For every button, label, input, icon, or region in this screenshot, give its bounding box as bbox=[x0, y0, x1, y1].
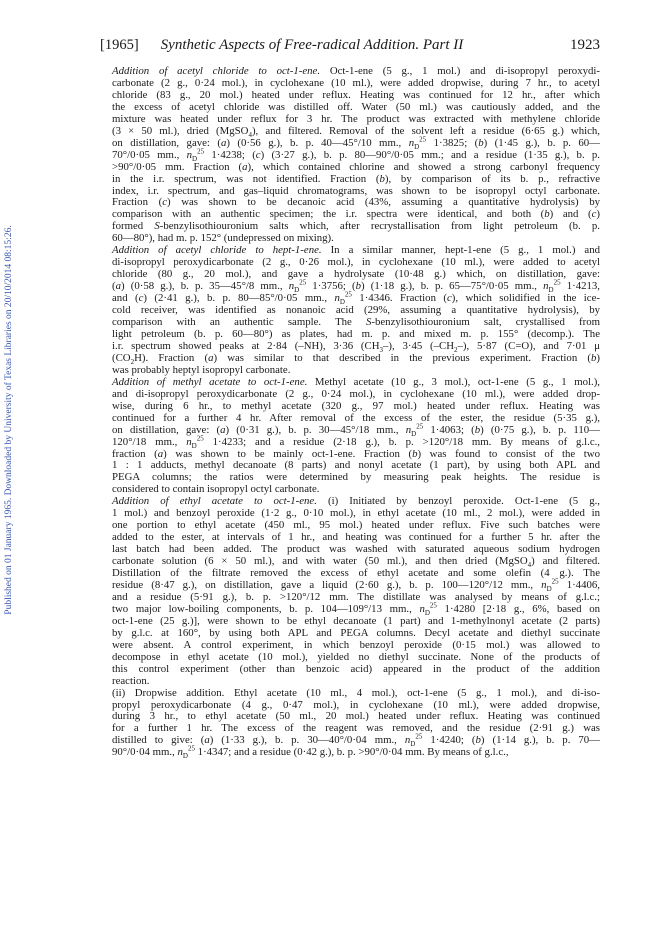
text-line: the excess of acetyl chloride was distilled off. Water (50 ml.) was cautiously added, and the bbox=[112, 100, 600, 113]
text-line: 1 mol.) and benzoyl peroxide (1·2 g., 0·10 mol.), in ethyl acetate (10 ml., 2 mol.), were added in bbox=[112, 507, 600, 520]
text-line: propyl peroxydicarbonate (4 g., 0·47 mol.), in cyclohexane (10 ml.), were added dropwise, bbox=[112, 698, 600, 711]
text-line: (ii) Dropwise addition. Ethyl acetate (10 ml., 4 mol.), oct-1-ene (5 g., 1 mol.), and di-iso- bbox=[112, 686, 600, 699]
paragraph-heading: Addition of ethyl acetate to oct-1-ene. bbox=[112, 495, 317, 508]
text-line: by g.l.c. at 160°, by using both APL and PEGA columns. Decyl acetate and diethyl succinate bbox=[112, 626, 600, 639]
text-line: for a further 1 hr. The excess of the reagent was removed, and the residue (2·91 g.) was bbox=[112, 722, 600, 735]
text-line: residue (8·47 g.), on distillation, gave a liquid (2·60 g.), b. p. 100—120°/12 mm., $n_D^{25}$ 1·4406, bbox=[112, 577, 600, 594]
text-line: formed S-benzylisothiouronium salts which, after recrystallisation from light petroleum (b. p. bbox=[112, 220, 600, 233]
text-line: chloride (83 g., 20 mol.) heated under reflux. Heating was continued for 12 hr., after which bbox=[112, 88, 600, 101]
text-line: carbonate solution (6 × 50 ml.), and with water (50 ml.), and then dried (MgSO$_4$) and filtered. bbox=[112, 555, 600, 570]
paragraph-methyl-acetate-octene bbox=[100, 377, 600, 497]
text-line: on distillation, gave: (a) (0·56 g.), b. p. 40—45°/10 mm., $n_D^{25}$ 1·3825; (b) (1·45 g.), b. p. 60— bbox=[112, 135, 600, 151]
text-line: and di-isopropyl peroxydicarbonate (2 g., 0·24 mol.), in cyclohexane (10 ml.), were added drop- bbox=[112, 387, 600, 400]
text-line: 120°/18 mm., $n_D^{25}$ 1·4233; and a residue (2·18 g.), b. p. >120°/18 mm. By means of g.l.c., bbox=[112, 433, 601, 450]
text-line: on distillation, gave: (a) (0·31 g.), b. p. 30—45°/18 mm., $n_D^{25}$ 1·4063; (b) (0·75 g.), b. p. 110— bbox=[112, 422, 600, 438]
text-line: was probably heptyl isopropyl carbonate. bbox=[112, 363, 291, 376]
text-line: added to the ester, at intervals of 1 hr., and heating was continued for a further 5 hr. after the bbox=[112, 531, 600, 544]
text-line: chloride (80 g., 20 mol.), and gave a hydrolysate (10·48 g.) which, on distillation, gave: bbox=[112, 268, 600, 281]
text-line: Addition of acetyl chloride to hept-1-ene. In a similar manner, hept-1-ene (5 g., 1 mol.) and bbox=[112, 244, 600, 257]
text-line: carbonate (2 g., 0·24 mol.), in cyclohexane (10 ml.), were added dropwise, during 7 hr., to acetyl bbox=[112, 76, 600, 89]
text-line: mixture was heated under reflux for 3 hr. The product was extracted with methylene chloride bbox=[112, 112, 600, 125]
download-watermark-text: Published on 01 January 1965. Downloaded by University of Texas Libraries on 20/10/2014 08:15:26. bbox=[4, 225, 14, 615]
text-line: >90°/0·05 mm. Fraction (a), which contained chlorine and showed a strong carbonyl frequency bbox=[112, 160, 600, 173]
text-line: Addition of ethyl acetate to oct-1-ene. (i) Initiated by benzoyl peroxide. Oct-1-ene (5 g., bbox=[112, 495, 600, 508]
text-line: di-isopropyl peroxydicarbonate (2 g., 0·26 mol.), in cyclohexane (10 ml.), were added to acetyl bbox=[112, 256, 600, 269]
text-line: distilled to give: (a) (1·33 g.), b. p. 30—40°/0·04 mm., $n_D^{25}$ 1·4240; (b) (1·14 g.), b. p. 70— bbox=[112, 732, 600, 749]
text-line: 1 : 1 adducts, methyl decanoate (8 parts) and nonyl acetate (1 part), by using both APL and bbox=[112, 459, 600, 472]
text-line: (a) (0·58 g.), b. p. 35—45°/8 mm., $n_D^{25}$ 1·3756; (b) (1·18 g.), b. p. 65—75°/0·05 mm., $n_D^{25}$ 1·4213, bbox=[112, 278, 600, 295]
header-title: Synthetic Aspects of Free-radical Addition. Part II bbox=[160, 37, 464, 53]
text-line: 60—80°), had m. p. 152° (undepressed on mixing). bbox=[112, 232, 334, 245]
text-line: $(CO_2H)$. Fraction (a) was similar to that described in the previous experiment. Fraction (b) bbox=[112, 351, 600, 367]
text-line: and a residue (5·91 g.), b. p. >120°/12 mm. The distillate was analysed by means of g.l.c.; bbox=[112, 590, 600, 603]
text-line: 90°/0·04 mm., $n_D^{25}$ 1·4347; and a residue (0·42 g.), b. p. >90°/0·04 mm. By means of g.l.c., bbox=[112, 744, 509, 761]
text-line: and (c) (2·41 g.), b. p. 80—85°/0·05 mm., $n_D^{25}$ 1·4346. Fraction (c), which solidified in the ice- bbox=[112, 290, 600, 307]
text-line: (3 × 50 ml.), dried (MgSO$_4$), and filtered. Removal of the solvent left a residue (6·65 g.) which, bbox=[112, 124, 600, 139]
text-line: cold receiver, was identified as nonanoic acid (29%, assuming a quantitative hydrolysis), by bbox=[112, 304, 600, 317]
text-line: last batch had been added. The product was washed with saturated aqueous sodium hydrogen bbox=[112, 543, 600, 556]
text-line: Addition of methyl acetate to oct-1-ene. Methyl acetate (10 g., 3 mol.), oct-1-ene (5 g., 1 mol.), bbox=[112, 375, 600, 388]
text-line: i.r. spectrum showed peaks at 2·84 (–NH), 3·36 $(CH_3-)$, 3·45 $(-CH_2-)$, 5·87 (C=O), and 7·01 μ bbox=[112, 339, 600, 355]
text-line: Addition of acetyl chloride to oct-1-ene. Oct-1-ene (5 g., 1 mol.) and di-isopropyl peroxydi- bbox=[112, 65, 600, 77]
text-line: in the i.r. spectrum, was not identified. Fraction (b), by comparison of its b. p., refractive bbox=[112, 172, 600, 185]
text-line: continued for a further 4 hr. After removal of the excess of the ester, the residue (5·35 g.), bbox=[112, 411, 600, 424]
text-line: during 3 hr., to ethyl acetate (50 ml., 20 mol.) heated under reflux. Heating was continued bbox=[112, 710, 600, 723]
header-year: [1965] bbox=[100, 37, 139, 53]
paragraph-dropwise-addition bbox=[100, 688, 600, 760]
paragraph-heading: Addition of acetyl chloride to oct-1-ene. bbox=[112, 65, 321, 77]
text-line: 70°/0·05 mm., $n_D^{25}$ 1·4238; (c) (3·27 g.), b. p. 80—90°/0·05 mm.; and a residue (1·35 g.), b. p. bbox=[112, 147, 601, 163]
paragraph-acetyl-chloride-octene bbox=[100, 66, 600, 245]
text-line: this control experiment (other than benzoic acid) appeared in the product of the addition bbox=[112, 662, 600, 675]
paragraph-heading: Addition of acetyl chloride to hept-1-ene. bbox=[112, 244, 322, 257]
text-line: reaction. bbox=[112, 674, 150, 687]
paragraph-acetyl-chloride-heptene bbox=[100, 245, 600, 376]
text-line: considered to contain isopropyl octyl carbonate. bbox=[112, 483, 320, 496]
text-line: comparison with an authentic sample. The S-benzylisothiouronium salt, crystallised from bbox=[112, 316, 600, 329]
text-line: PEGA columns; the ratios were determined by measuring peak heights. The residue is bbox=[112, 471, 600, 484]
text-line: fraction (a) was shown to be mainly oct-1-ene. Fraction (b) was found to consist of the two bbox=[112, 447, 600, 460]
text-line: comparison with an authentic specimen; the i.r. spectra were identical, and both (b) and (c) bbox=[112, 208, 600, 221]
text-line: index, i.r. spectrum, and gas–liquid chromatograms, was shown to be isopropyl octyl carbonate. bbox=[112, 184, 600, 197]
text-line: two major low-boiling components, b. p. 104—109°/13 mm., $n_D^{25}$ 1·4280 [2·18 g., 6%, based on bbox=[112, 601, 600, 618]
text-line: oct-1-ene (25 g.)], were shown to be ethyl decanoate (1 part) and 1-methylnonyl acetate (2 parts) bbox=[112, 614, 600, 627]
page-number: 1923 bbox=[570, 37, 600, 53]
download-watermark bbox=[2, 100, 16, 740]
text-line: were absent. A control experiment, in which benzoyl peroxide (0·15 mol.) was allowed to bbox=[112, 638, 600, 651]
text-line: one portion to ethyl acetate (450 ml., 95 mol.) heated under reflux. Five such batches were bbox=[112, 519, 600, 532]
paragraph-ethyl-acetate-octene bbox=[100, 496, 600, 687]
text-line: Fraction (c) was shown to be decanoic acid (43%, assuming a quantitative hydrolysis) by bbox=[112, 196, 600, 209]
text-line: decompose in ethyl acetate (10 mol.), yielded no diethyl succinate. None of the products of bbox=[112, 650, 600, 663]
text-line: Distillation of the filtrate removed the excess of ethyl acetate and some olefin (4 g.). The bbox=[112, 567, 600, 580]
text-line: wise, during 6 hr., to methyl acetate (320 g., 97 mol.) heated under reflux. Heating was bbox=[112, 399, 600, 412]
paragraph-heading: Addition of methyl acetate to oct-1-ene. bbox=[112, 375, 308, 388]
running-header bbox=[100, 37, 600, 57]
body-text bbox=[100, 66, 600, 759]
text-line: light petroleum (b. p. 60—80°) as plates, had m. p. and mixed m. p. 155° (decomp.). The bbox=[112, 327, 600, 340]
